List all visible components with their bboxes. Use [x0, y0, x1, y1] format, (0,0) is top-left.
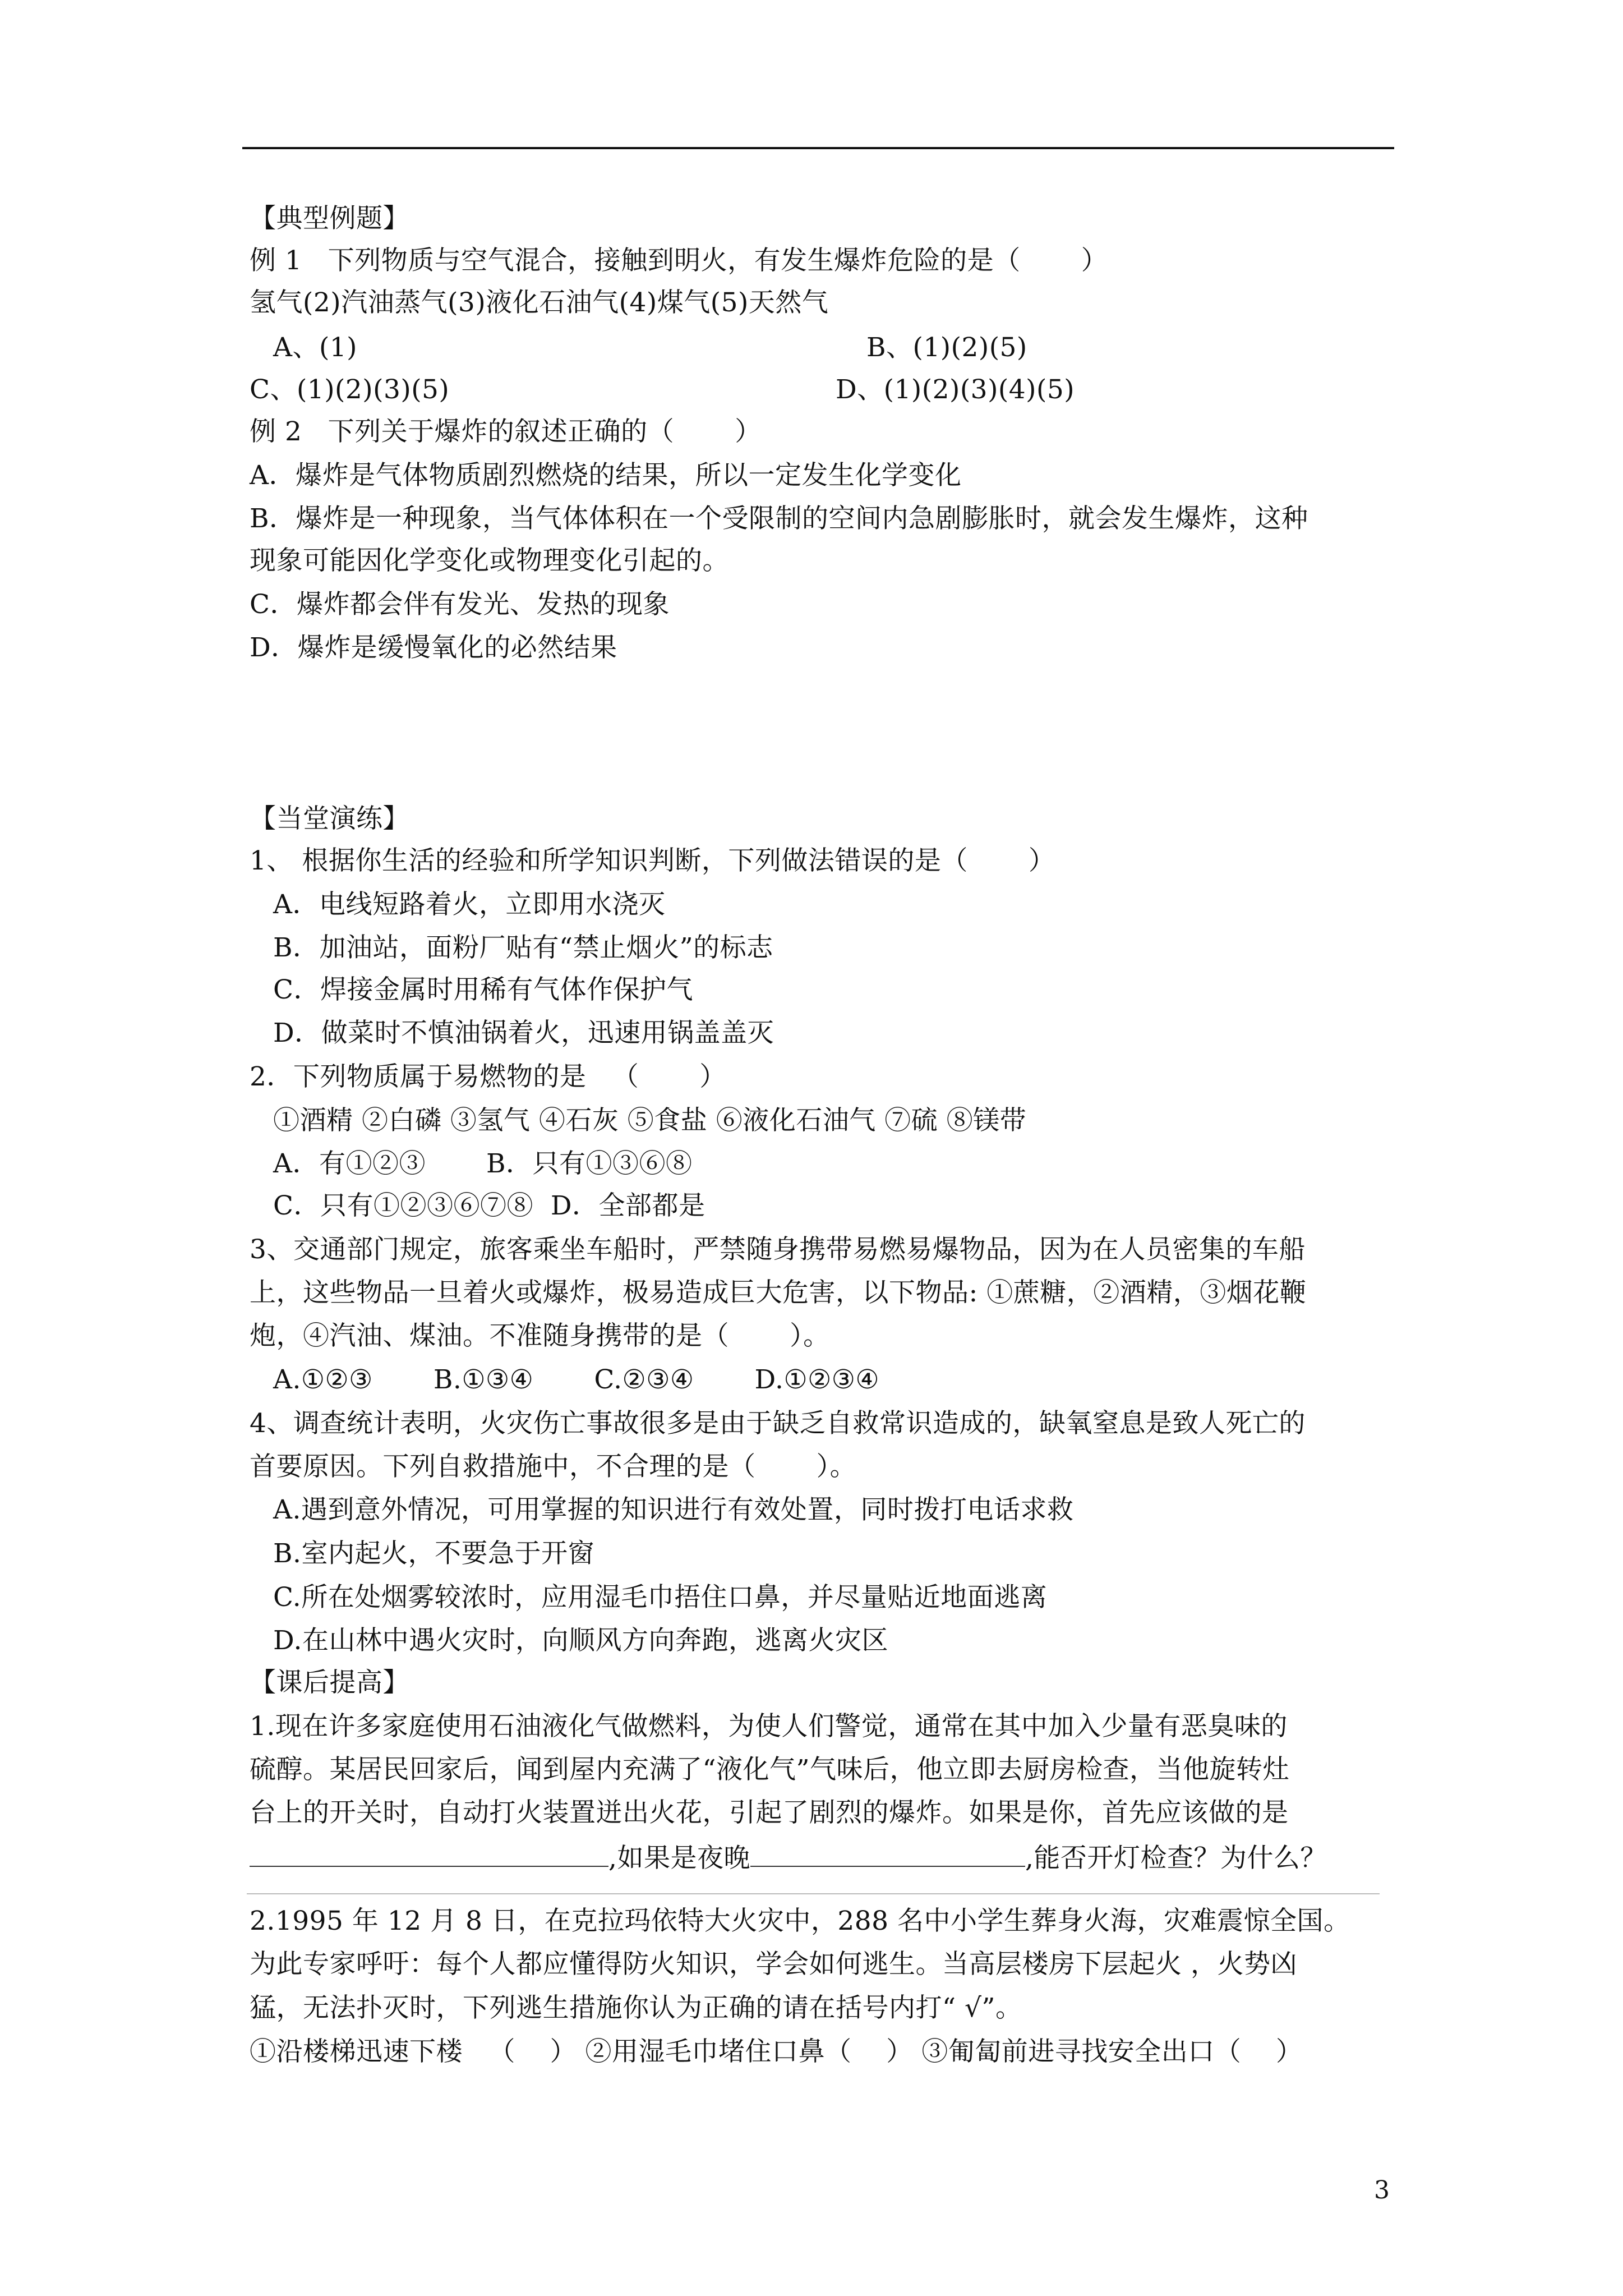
after-1-line3: 台上的开关时，自动打火装置迸出火花，引起了剧烈的爆炸。如果是你，首先应该做的是: [250, 1797, 1289, 1828]
practice-4-line2: 首要原因。下列自救措施中，不合理的是（ ）。: [250, 1451, 857, 1482]
example-2-option-d: D．爆炸是缓慢氧化的必然结果: [250, 632, 617, 663]
practice-1-option-a: A．电线短路着火，立即用水浇灭: [273, 889, 666, 920]
section-heading-practice: 【当堂演练】: [250, 803, 409, 834]
example-1-option-a: A、(1): [273, 332, 358, 363]
example-2-option-c: C．爆炸都会伴有发光、发热的现象: [250, 589, 670, 620]
practice-3-line2: 上，这些物品一旦着火或爆炸，极易造成巨大危害，以下物品: ①蔗糖，②酒精，③烟花鞭: [250, 1277, 1307, 1308]
practice-3-options: A.①②③ B.①③④ C.②③④ D.①②③④: [273, 1364, 880, 1395]
after-2-line1: 2.1995 年 12 月 8 日，在克拉玛依特大火灾中，288 名中小学生葬身火海，灾难震惊全国。: [250, 1906, 1350, 1936]
after-1-night-label: ,如果是夜晚: [608, 1843, 750, 1874]
practice-2-options-cd: C．只有①②③⑥⑦⑧ D．全部都是: [273, 1190, 706, 1221]
after-1-line2: 硫醇。某居民回家后，闻到屋内充满了“液化气”气味后，他立即去厨房检查，当他旋转灶: [250, 1754, 1290, 1785]
example-1-option-d: D、(1)(2)(3)(4)(5): [836, 374, 1075, 405]
practice-2-items: ①酒精 ②白磷 ③氢气 ④石灰 ⑤食盐 ⑥液化石油气 ⑦硫 ⑧镁带: [273, 1105, 1027, 1136]
practice-1-stem: 1、 根据你生活的经验和所学知识判断，下列做法错误的是（ ）: [250, 845, 1055, 876]
practice-3-line3: 炮，④汽油、煤油。不准随身携带的是（ ）。: [250, 1320, 830, 1351]
after-2-line3: 猛，无法扑灭时，下列逃生措施你认为正确的请在括号内打“ √”。: [250, 1993, 1022, 2023]
practice-1-option-c: C．焊接金属时用稀有气体作保护气: [273, 974, 693, 1005]
section-heading-after-class: 【课后提高】: [250, 1667, 409, 1698]
practice-2-options-ab: A．有①②③ B．只有①③⑥⑧: [273, 1148, 693, 1179]
example-2-option-b-line1: B．爆炸是一种现象，当气体体积在一个受限制的空间内急剧膨胀时，就会发生爆炸，这种: [250, 503, 1308, 534]
example-2-option-b-line2: 现象可能因化学变化或物理变化引起的。: [250, 545, 729, 576]
practice-3-line1: 3、交通部门规定，旅客乘坐车船时，严禁随身携带易燃易爆物品，因为在人员密集的车船: [250, 1234, 1306, 1265]
example-2-stem: 例 2 下列关于爆炸的叙述正确的（ ）: [250, 416, 762, 447]
practice-1-option-b: B．加油站，面粉厂贴有“禁止烟火”的标志: [273, 932, 773, 963]
after-1-question-tail: ,能否开灯检查？为什么？: [1025, 1843, 1327, 1874]
practice-4-option-c: C.所在处烟雾较浓时，应用湿毛巾捂住口鼻，并尽量贴近地面逃离: [273, 1582, 1048, 1613]
answer-blank-at-night[interactable]: [750, 1840, 1025, 1867]
example-2-option-a: A．爆炸是气体物质剧烈燃烧的结果，所以一定发生化学变化: [250, 460, 962, 491]
section-heading-examples: 【典型例题】: [250, 203, 409, 234]
example-1-items: 氢气(2)汽油蒸气(3)液化石油气(4)煤气(5)天然气: [250, 287, 829, 318]
after-2-line2: 为此专家呼吁：每个人都应懂得防火知识，学会如何逃生。当高层楼房下层起火 ，火势凶: [250, 1949, 1297, 1980]
answer-line[interactable]: [247, 1893, 1380, 1894]
practice-4-option-d: D.在山林中遇火灾时，向顺风方向奔跑，逃离火灾区: [273, 1625, 888, 1656]
after-1-line4: [250, 1840, 1327, 1875]
practice-4-line1: 4、调查统计表明，火灾伤亡事故很多是由于缺乏自救常识造成的，缺氧窒息是致人死亡的: [250, 1408, 1306, 1439]
practice-1-option-d: D．做菜时不慎油锅着火，迅速用锅盖盖灭: [273, 1018, 774, 1048]
example-1-stem: 例 1 下列物质与空气混合，接触到明火，有发生爆炸危险的是（ ）: [250, 245, 1108, 276]
example-1-option-b: B、(1)(2)(5): [866, 332, 1027, 363]
practice-2-stem: 2．下列物质属于易燃物的是 （ ）: [250, 1061, 726, 1092]
header-rule: [242, 147, 1394, 149]
example-1-option-c: C、(1)(2)(3)(5): [250, 374, 450, 405]
after-2-line4: ①沿楼梯迅速下楼 （ ） ②用湿毛巾堵住口鼻（ ） ③匍匐前进寻找安全出口（ ）: [250, 2036, 1303, 2067]
practice-4-option-a: A.遇到意外情况，可用掌握的知识进行有效处置，同时拨打电话求救: [273, 1494, 1074, 1525]
after-1-line1: 1.现在许多家庭使用石油液化气做燃料，为使人们警觉，通常在其中加入少量有恶臭味的: [250, 1711, 1288, 1742]
practice-4-option-b: B.室内起火，不要急于开窗: [273, 1538, 594, 1569]
page-number: 3: [1374, 2176, 1390, 2205]
answer-blank-first-action[interactable]: [250, 1840, 608, 1867]
